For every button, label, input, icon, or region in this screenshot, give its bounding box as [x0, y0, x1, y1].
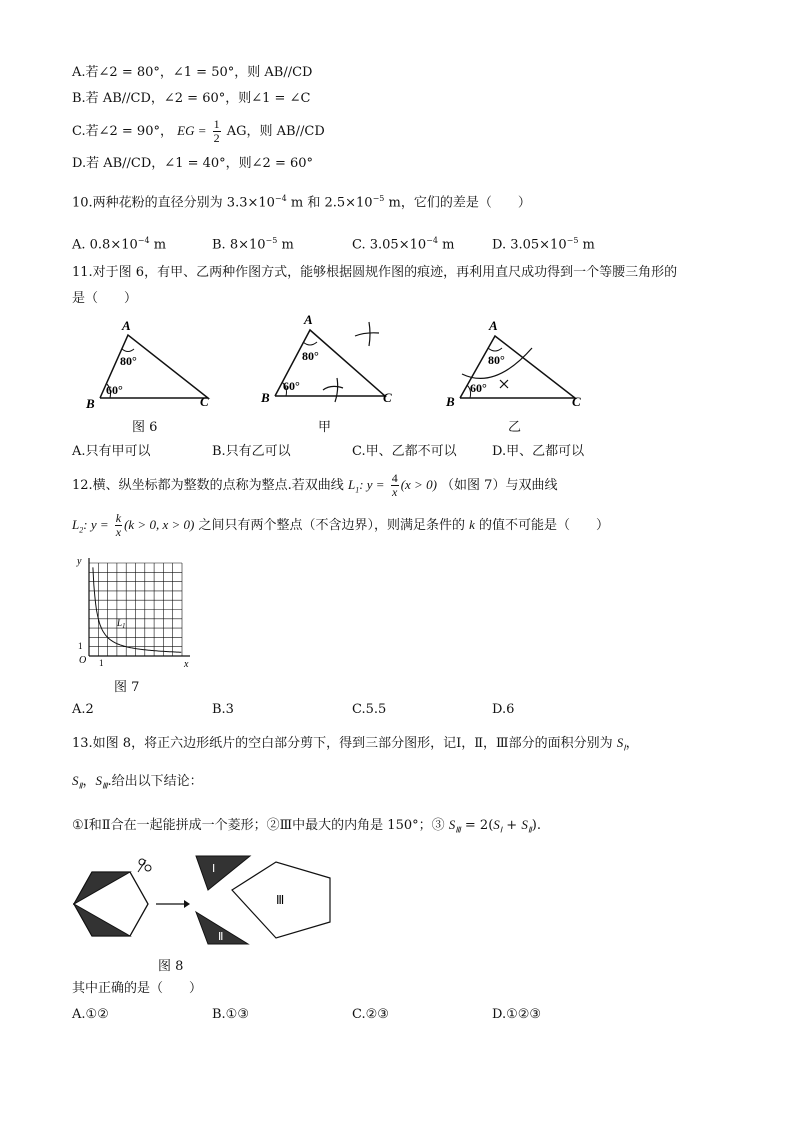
s3-sub: Ⅲ — [101, 781, 108, 791]
q9-option-a: A.若∠2 = 80°，∠1 = 50°，则 AB//CD — [72, 65, 313, 80]
q12-l2 — [72, 517, 84, 535]
q12-stem1-post: （如图 7）与双曲线 — [441, 478, 558, 493]
q13-prompt: 其中正确的是（ ） — [72, 981, 203, 996]
q13-stem-line2 — [72, 772, 203, 796]
q11-stem-line2: 是（ ） — [72, 291, 138, 306]
q10-a-text: A. 0.8×10 — [72, 237, 138, 253]
vertex-a-label: A — [304, 312, 313, 327]
scissors-icon — [138, 859, 151, 872]
piece-1-label: Ⅰ — [212, 863, 216, 875]
q13-option-c: C.②③ — [352, 1007, 389, 1022]
q12-eq1-pre: : y = — [359, 477, 385, 492]
angle-a-arc — [303, 342, 317, 345]
q13-stem1-text: 13.如图 8，将正六边形纸片的空白部分剪下，得到三部分图形，记Ⅰ，Ⅱ，Ⅲ部分的面积分别为 — [72, 736, 613, 751]
q10-d-text: D. 3.05×10 — [492, 237, 567, 253]
figure-8-caption: 图 8 — [158, 959, 184, 974]
s2-letter: S — [521, 817, 528, 832]
fraction-numerator: k — [115, 511, 122, 525]
q12-stem-pre: 12.横、纵坐标都为整数的点称为整点.若双曲线 — [72, 478, 344, 493]
fraction-numerator: 1 — [213, 117, 220, 131]
q12-option-d: D.6 — [492, 702, 515, 717]
q10-a-exp: −4 — [137, 236, 150, 245]
q13-conclusions — [72, 816, 541, 840]
q12-frac1 — [391, 472, 399, 499]
vertex-b-label: B — [261, 390, 270, 405]
q13-conc-close: ). — [531, 818, 541, 833]
q13-conc-eq: = 2 — [464, 818, 489, 833]
l1-sub: 1 — [355, 485, 360, 495]
q13-conc-s1 — [493, 817, 503, 835]
q10-c-unit: m — [442, 237, 455, 253]
s3-sub: Ⅲ — [455, 825, 461, 835]
q13-stem2-post: .给出以下结论： — [107, 774, 203, 789]
angle-b-label: 60° — [106, 383, 123, 397]
q12-option-b: B.3 — [212, 702, 234, 717]
piece-2-label: Ⅱ — [218, 931, 224, 943]
fraction-numerator: 4 — [391, 471, 398, 485]
q13-option-a: A.①② — [72, 1007, 109, 1022]
origin-label: O — [79, 655, 87, 666]
fraction-denominator: x — [115, 525, 122, 539]
figure-jia-triangle — [255, 312, 415, 412]
q10-stem-mid: m 和 2.5×10 — [290, 195, 373, 211]
q10-b-exp: −5 — [265, 236, 278, 245]
l2-sub: 2 — [79, 525, 84, 535]
q11-option-b: B.只有乙可以 — [212, 444, 291, 459]
q10-c-exp: −4 — [426, 236, 438, 245]
q11-option-d: D.甲、乙都可以 — [492, 444, 585, 459]
axis-x-label: x — [184, 659, 189, 670]
angle-a-arc — [122, 349, 134, 352]
s3-letter: S — [448, 817, 456, 832]
compass-arc-3 — [323, 386, 343, 390]
q13-s2 — [72, 773, 83, 791]
q13-conc-s3 — [448, 817, 461, 835]
figure-yi-caption: 乙 — [508, 420, 522, 435]
fraction-denominator: x — [392, 485, 398, 499]
q10-exp1: −4 — [274, 194, 287, 203]
q12-option-c: C.5.5 — [352, 702, 387, 717]
s2-sub: Ⅱ — [527, 825, 532, 835]
s2-sub: Ⅱ — [78, 781, 83, 791]
vertex-c-label: C — [572, 394, 581, 409]
q10-option-b — [212, 232, 294, 254]
compass-cross-mark — [500, 380, 508, 388]
q13-conc-open: ( — [488, 818, 494, 833]
q12-l1 — [347, 477, 360, 495]
figure-8 — [72, 852, 342, 952]
fraction-denominator: 2 — [213, 131, 220, 145]
arrow-right-icon — [156, 900, 190, 908]
q10-a-unit: m — [153, 237, 167, 253]
q9-option-c — [72, 118, 325, 145]
l1-letter: L — [347, 477, 356, 492]
figure-6-caption: 图 6 — [132, 420, 158, 435]
q9-option-c-fraction — [213, 118, 221, 145]
angle-a-label: 80° — [120, 354, 137, 368]
q11-option-c: C.甲、乙都不可以 — [352, 444, 457, 459]
q13-s3 — [95, 773, 108, 791]
q11-option-a: A.只有甲可以 — [72, 444, 151, 459]
q10-stem-post: m，它们的差是（ ） — [388, 195, 531, 211]
q11-stem-line1: 11.对于图 6，有甲、乙两种作图方式，能够根据圆规作图的痕迹，再利用直尺成功得到一个等腰三角形的 — [72, 265, 678, 280]
angle-b-label: 60° — [470, 381, 487, 395]
axis-y-label: y — [77, 556, 82, 567]
angle-a-label: 80° — [302, 349, 319, 363]
q12-option-a: A.2 — [72, 702, 94, 717]
q12-cond1: (x > 0) — [400, 477, 437, 492]
q9-option-d: D.若 AB//CD，∠1 = 40°，则∠2 = 60° — [72, 156, 314, 171]
q12-stem-line2 — [72, 510, 609, 546]
q10-c-text: C. 3.05×10 — [352, 237, 427, 253]
vertex-a-label: A — [122, 318, 131, 333]
piece-3-label: Ⅲ — [276, 893, 285, 907]
q13-conc-plus: + — [506, 818, 518, 833]
vertex-c-label: C — [383, 390, 392, 405]
q13-s1 — [616, 735, 626, 753]
q10-stem-pre: 10.两种花粉的直径分别为 3.3×10 — [72, 195, 275, 211]
s1-sub: Ⅰ — [499, 825, 503, 835]
curve-label-sub: 1 — [122, 622, 126, 630]
q12-stem2-end: 的值不可能是（ ） — [479, 518, 610, 533]
q13-conc-s2 — [521, 817, 532, 835]
figure-yi-triangle — [440, 318, 600, 418]
grid-lines — [89, 563, 182, 656]
compass-arc-4 — [335, 378, 338, 402]
y-tick-1: 1 — [78, 641, 83, 651]
l2-letter: L — [72, 517, 80, 532]
angle-b-label: 60° — [283, 379, 300, 393]
q10-stem — [72, 190, 531, 212]
q13-stem2-mid: ， — [82, 774, 96, 789]
q12-stem2-post: 之间只有两个整点（不含边界），则满足条件的 — [198, 518, 465, 533]
curve-label-letter: L — [117, 618, 123, 628]
s1-sub: Ⅰ — [623, 743, 626, 753]
q13-option-b: B.①③ — [212, 1007, 249, 1022]
q10-d-exp: −5 — [566, 236, 579, 245]
angle-a-label: 80° — [488, 353, 505, 367]
q12-stem-line1 — [72, 470, 557, 506]
compass-arc-1 — [355, 333, 379, 336]
q10-d-unit: m — [582, 237, 595, 253]
q13-conc-pre: ①Ⅰ和Ⅱ合在一起能拼成一个菱形；②Ⅲ中最大的内角是 150°；③ — [72, 818, 445, 833]
s1-letter: S — [616, 735, 624, 750]
vertex-b-label: B — [446, 394, 455, 409]
q9-option-b: B.若 AB//CD，∠2 = 60°，则∠1 = ∠C — [72, 91, 311, 106]
figure-7-caption: 图 7 — [114, 680, 140, 695]
vertex-a-label: A — [489, 318, 498, 333]
figure-6-triangle — [70, 318, 220, 418]
angle-a-arc — [488, 348, 502, 351]
q9-option-c-pre: C.若∠2 = 90°， — [72, 124, 173, 139]
q10-b-unit: m — [281, 237, 294, 253]
q12-cond2: (k > 0, x > 0) — [124, 517, 195, 532]
s3-letter: S — [95, 773, 102, 788]
s2-letter: S — [72, 773, 79, 788]
s1-letter: S — [493, 817, 500, 832]
q9-option-c-eg: EG = — [177, 123, 207, 138]
hyperbola-l1 — [93, 567, 181, 652]
vertex-b-label: B — [86, 396, 95, 411]
q12-k: k — [469, 517, 475, 532]
figure-jia-caption: 甲 — [318, 420, 332, 435]
q12-eq2-pre: : y = — [83, 517, 109, 532]
q10-option-a — [72, 232, 166, 254]
q10-exp2: −5 — [372, 194, 385, 203]
q13-stem-line1: 13.如图 8，将正六边形纸片的空白部分剪下，得到三部分图形，记Ⅰ，Ⅱ，Ⅲ部分的面积分别为 $S_Ⅰ$， — [72, 735, 639, 753]
q10-b-text: B. 8×10 — [212, 237, 266, 253]
q10-option-d — [492, 232, 595, 254]
q9-option-c-post: AG，则 AB//CD — [226, 124, 325, 139]
vertex-c-label: C — [200, 394, 209, 409]
q13-option-d: D.①②③ — [492, 1007, 542, 1022]
x-tick-1: 1 — [99, 658, 104, 668]
figure-7-graph — [72, 552, 192, 672]
compass-arc-2 — [369, 322, 370, 346]
q10-option-c — [352, 232, 454, 254]
q12-frac2 — [115, 512, 122, 539]
